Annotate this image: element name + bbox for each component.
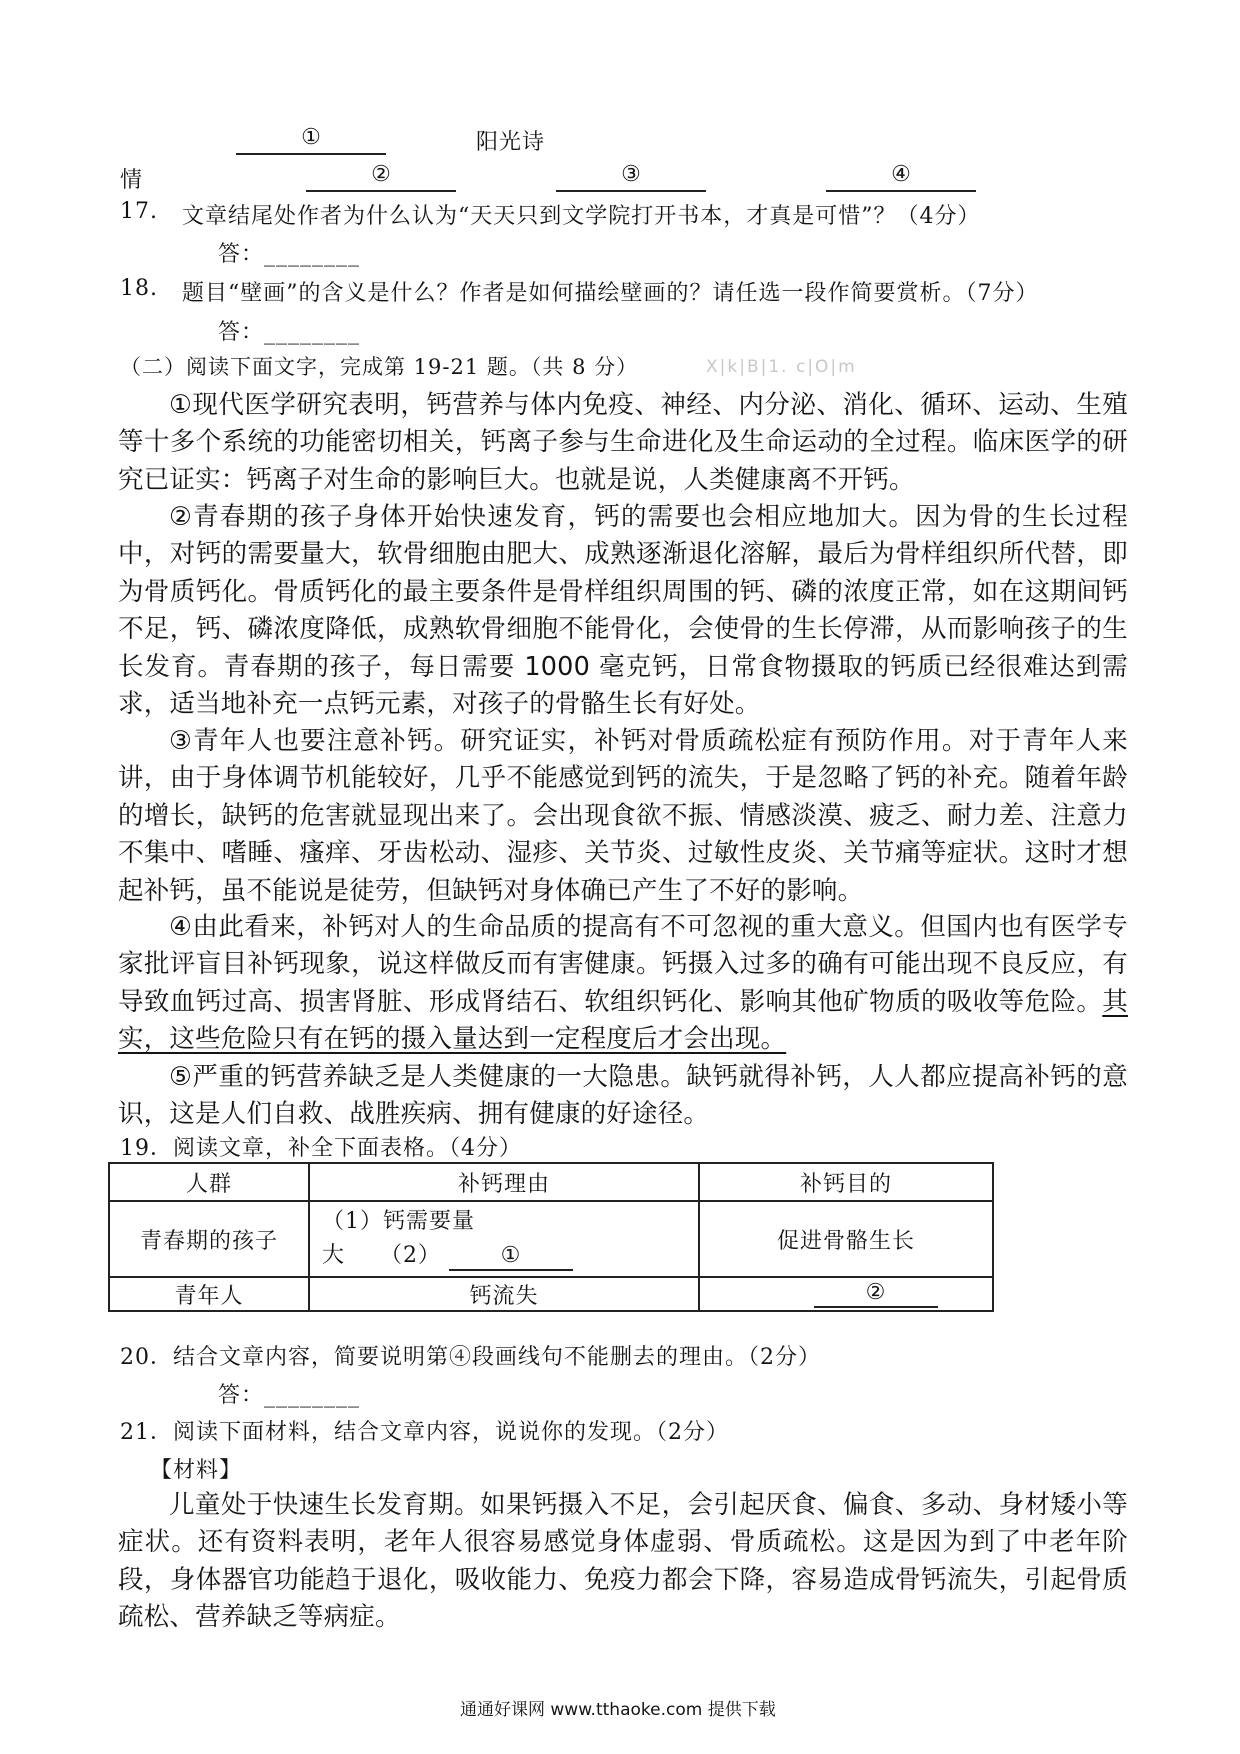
table-cell-reason: 钙流失 bbox=[309, 1277, 699, 1311]
material-label: 【材料】 bbox=[150, 1458, 243, 1483]
q17-answer[interactable]: 答：________ bbox=[218, 242, 361, 267]
p4-underlined-sentence: 其实，这些危险只有在钙的摄入量达到一定程度后才会出现。 bbox=[118, 986, 1128, 1055]
table-header-reason: 补钙理由 bbox=[309, 1163, 699, 1201]
poem-blank-1: ① bbox=[236, 123, 386, 155]
q17-number: 17. bbox=[120, 199, 158, 224]
page-footer: 通通好课网 www.tthaoke.com 提供下载 bbox=[460, 1700, 776, 1720]
poem-row-label: 情 bbox=[120, 168, 144, 193]
poem-title: 阳光诗 bbox=[476, 130, 546, 155]
poem-blank-2: ② bbox=[306, 160, 456, 192]
q18-number: 18. bbox=[120, 276, 158, 301]
q18-answer[interactable]: 答：________ bbox=[218, 320, 361, 345]
article-paragraph-5: ⑤严重的钙营养缺乏是人类健康的一大隐患。缺钙就得补钙，人人都应提高补钙的意识，这是人们自救、战胜疾病、拥有健康的好途径。 bbox=[118, 1062, 1128, 1130]
poem-blank-4: ④ bbox=[826, 160, 976, 192]
p4-text: ④由此看来，补钙对人的生命品质的提高有不可忽视的重大意义。但国内也有医学专家批评盲目补钙现象，说这样做反而有害健康。钙摄入过多的确有可能出现不良反应，有导致血钙过高、损害肾脏、形成肾结石、软组织钙化、影响其他矿物质的吸收等危险。 bbox=[118, 912, 1128, 1017]
table-cell-purpose: 促进骨骼生长 bbox=[699, 1201, 993, 1277]
table-cell-group: 青年人 bbox=[109, 1277, 309, 1311]
q19-text: 19．阅读文章，补全下面表格。（4分） bbox=[120, 1136, 522, 1161]
table-cell-purpose bbox=[699, 1277, 993, 1311]
table-blank-1[interactable]: ① bbox=[449, 1243, 573, 1271]
table-header-group: 人群 bbox=[109, 1163, 309, 1201]
table-blank-2[interactable]: ② bbox=[814, 1280, 938, 1308]
q21-text: 21．阅读下面材料，结合文章内容，说说你的发现。（2分） bbox=[120, 1420, 729, 1445]
q17-text: 文章结尾处作者为什么认为“天天只到文学院打开书本，才真是可惜”？（4分） bbox=[182, 204, 981, 229]
answer-table bbox=[108, 1162, 994, 1312]
section-heading: （二）阅读下面文字，完成第 19-21 题。（共 8 分） bbox=[120, 355, 639, 379]
q20-text: 20．结合文章内容，简要说明第④段画线句不能删去的理由。（2分） bbox=[120, 1345, 821, 1370]
reason-line-2: 大 （2） ① bbox=[322, 1239, 698, 1273]
watermark-text: X|k|B|1. c|O|m bbox=[706, 357, 857, 377]
material-paragraph: 儿童处于快速生长发育期。如果钙摄入不足，会引起厌食、偏食、多动、身材矮小等症状。还有资料表明，老年人很容易感觉身体虚弱、骨质疏松。这是因为到了中老年阶段，身体器官功能趋于退化，吸收能力、免疫力都会下降，容易造成骨钙流失，引起骨质疏松、营养缺乏等病症。 bbox=[118, 1490, 1128, 1633]
article-paragraph-1: ①现代医学研究表明，钙营养与体内免疫、神经、内分泌、消化、循环、运动、生殖等十多个系统的功能密切相关，钙离子参与生命进化及生命运动的全过程。临床医学的研究已证实：钙离子对生命的影响巨大。也就是说，人类健康离不开钙。 bbox=[118, 390, 1128, 495]
q18-text: 题目“壁画”的含义是什么？作者是如何描绘壁画的？请任选一段作简要赏析。（7分） bbox=[182, 281, 1039, 306]
article-paragraph-3: ③青年人也要注意补钙。研究证实，补钙对骨质疏松症有预防作用。对于青年人来讲，由于身体调节机能较好，几乎不能感觉到钙的流失，于是忽略了钙的补充。随着年龄的增长，缺钙的危害就显现出来了。会出现食欲不振、情感淡漠、疲乏、耐力差、注意力不集中、嗜睡、瘙痒、牙齿松动、湿疹、关节炎、过敏性皮炎、关节痛等症状。这时才想起补钙，虽不能说是徒劳，但缺钙对身体确已产生了不好的影响。 bbox=[118, 726, 1128, 906]
q20-answer[interactable]: 答：________ bbox=[218, 1383, 361, 1408]
table-cell-reason bbox=[309, 1201, 699, 1277]
poem-blank-3: ③ bbox=[556, 160, 706, 192]
article-paragraph-4 bbox=[118, 909, 1128, 1059]
table-header-purpose: 补钙目的 bbox=[699, 1163, 993, 1201]
reason-line-1: （1）钙需要量 bbox=[322, 1209, 475, 1234]
article-paragraph-2: ②青春期的孩子身体开始快速发育，钙的需要也会相应地加大。因为骨的生长过程中，对钙的需要量大，软骨细胞由肥大、成熟逐渐退化溶解，最后为骨样组织所代替，即为骨质钙化。骨质钙化的最主要条件是骨样组织周围的钙、磷的浓度正常，如在这期间钙不足，钙、磷浓度降低，成熟软骨细胞不能骨化，会使骨的生长停滞，从而影响孩子的生长发育。青春期的孩子，每日需要 1000 毫克钙，日常食物摄取的钙质已经很难达到需求，适当地补充一点钙元素，对孩子的骨骼生长有好处。 bbox=[118, 502, 1128, 720]
table-cell-group: 青春期的孩子 bbox=[109, 1201, 309, 1277]
